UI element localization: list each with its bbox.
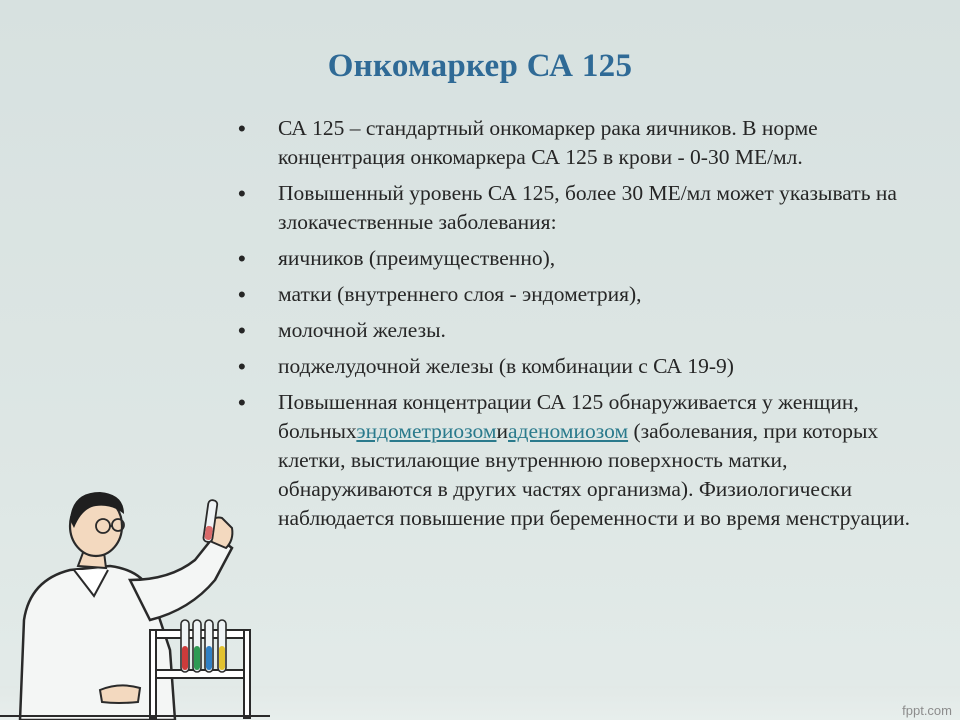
writing-hand <box>100 685 140 703</box>
bullet-dot: • <box>238 318 246 343</box>
adenomyosis-link[interactable]: аденомиозом <box>508 419 629 443</box>
list-item <box>238 316 910 345</box>
raised-arm <box>130 535 232 620</box>
list-item <box>238 352 910 381</box>
bullet-dot: • <box>238 181 246 206</box>
bullet-text: молочной железы. <box>278 318 446 342</box>
list-item <box>238 244 910 273</box>
bullet-text: СА 125 – стандартный онкомаркер рака яичников. В норме концентрация онкомаркера СА 125 в крови - 0-30 МЕ/мл. <box>278 116 818 169</box>
list-item <box>238 280 910 309</box>
bullet-text-after: (заболевания, при которых клетки, выстилающие внутреннюю поверхность матки, обнаруживаются в других частях организма). Физиологически наблюдается повышение при беременности и во время менструации. <box>278 419 910 530</box>
bullet-text-before: Повышенная концентрации СА 125 обнаруживается у женщин, больных <box>278 390 859 443</box>
bullet-text: яичников (преимущественно), <box>278 246 556 270</box>
list-item <box>238 114 910 172</box>
bullet-text: матки (внутреннего слоя - эндометрия), <box>278 282 642 306</box>
bullet-dot: • <box>238 246 246 271</box>
bullet-text-between: и <box>496 419 509 443</box>
slide-title: Онкомаркер СА 125 <box>327 48 633 84</box>
endometriosis-link[interactable]: эндометриозом <box>356 419 497 443</box>
bullet-list <box>238 114 910 540</box>
watermark: fppt.com <box>902 703 952 718</box>
bullet-text: Повышенный уровень СА 125, более 30 МЕ/мл может указывать на злокачественные заболевания: <box>278 181 897 234</box>
list-item <box>238 388 910 533</box>
bullet-dot: • <box>238 116 246 141</box>
bullet-dot: • <box>238 390 246 415</box>
bullet-dot: • <box>238 282 246 307</box>
scientist-illustration <box>0 470 270 720</box>
list-item <box>238 179 910 237</box>
bullet-dot: • <box>238 354 246 379</box>
bullet-text: поджелудочной железы (в комбинации с СА 19-9) <box>278 354 734 378</box>
